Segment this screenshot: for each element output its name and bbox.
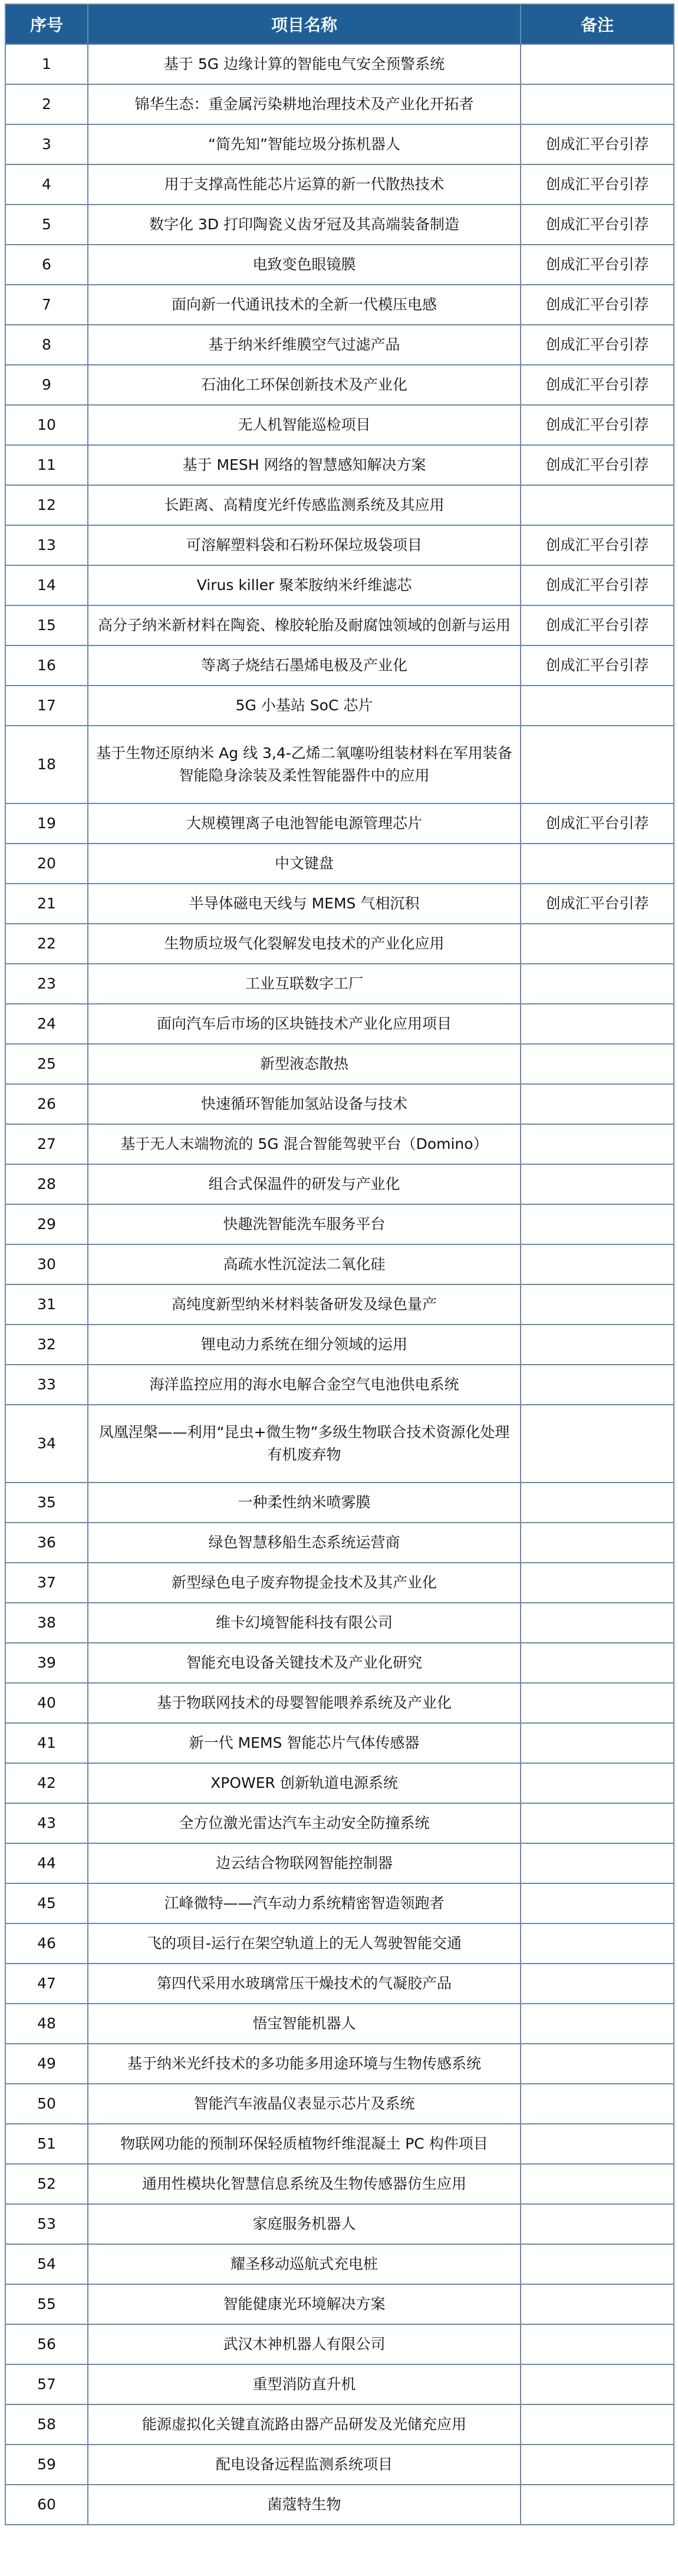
row-number: 29	[5, 1204, 88, 1244]
row-note	[521, 2164, 674, 2204]
project-name: 中文键盘	[88, 844, 521, 884]
project-name: 锦华生态：重金属污染耕地治理技术及产业化开拓者	[88, 84, 521, 124]
row-number: 43	[5, 1803, 88, 1843]
table-row	[5, 2284, 674, 2324]
project-name: 新一代 MEMS 智能芯片气体传感器	[88, 1723, 521, 1763]
project-name: 基于生物还原纳米 Ag 线 3,4-乙烯二氧噻吩组装材料在军用装备智能隐身涂装及柔性智能器件中的应用	[88, 726, 521, 803]
row-number: 33	[5, 1365, 88, 1405]
row-number: 59	[5, 2445, 88, 2485]
project-name: 家庭服务机器人	[88, 2204, 521, 2244]
row-note: 创成汇平台引荐	[521, 124, 674, 164]
table-row	[5, 2364, 674, 2404]
project-name: 边云结合物联网智能控制器	[88, 1843, 521, 1883]
table-row	[5, 2445, 674, 2485]
table-row	[5, 1124, 674, 1164]
row-note	[521, 1923, 674, 1964]
table-row	[5, 84, 674, 124]
row-note	[521, 1603, 674, 1643]
row-number: 16	[5, 645, 88, 686]
row-number: 19	[5, 803, 88, 844]
row-note	[521, 1843, 674, 1883]
project-name: 基于纳米光纤技术的多功能多用途环境与生物传感系统	[88, 2044, 521, 2084]
project-name: Virus killer 聚苯胺纳米纤维滤芯	[88, 565, 521, 605]
row-note	[521, 1883, 674, 1923]
table-row	[5, 405, 674, 445]
table-row	[5, 2324, 674, 2364]
table-row	[5, 44, 674, 84]
project-name: 基于 MESH 网络的智慧感知解决方案	[88, 445, 521, 485]
project-name: 基于无人末端物流的 5G 混合智能驾驶平台（Domino）	[88, 1124, 521, 1164]
row-number: 56	[5, 2324, 88, 2364]
project-name: 第四代采用水玻璃常压干燥技术的气凝胶产品	[88, 1964, 521, 2004]
row-note	[521, 2485, 674, 2525]
header-num: 序号	[5, 4, 88, 44]
table-row	[5, 1883, 674, 1923]
project-name: 江峰微特——汽车动力系统精密智造领跑者	[88, 1883, 521, 1923]
row-note	[521, 844, 674, 884]
table-row	[5, 1325, 674, 1365]
project-table-container	[5, 4, 673, 2525]
row-number: 50	[5, 2084, 88, 2124]
row-note	[521, 1365, 674, 1405]
project-name: 智能充电设备关键技术及产业化研究	[88, 1643, 521, 1683]
row-note	[521, 1563, 674, 1603]
row-number: 36	[5, 1523, 88, 1563]
table-row	[5, 924, 674, 964]
table-row	[5, 164, 674, 205]
project-name: 配电设备远程监测系统项目	[88, 2445, 521, 2485]
row-note: 创成汇平台引荐	[521, 365, 674, 405]
table-row	[5, 565, 674, 605]
table-row	[5, 1763, 674, 1803]
table-row	[5, 1483, 674, 1523]
row-number: 11	[5, 445, 88, 485]
row-note	[521, 2204, 674, 2244]
row-note	[521, 2445, 674, 2485]
row-number: 23	[5, 964, 88, 1004]
table-row	[5, 2244, 674, 2284]
row-note	[521, 1004, 674, 1044]
project-name: 用于支撑高性能芯片运算的新一代散热技术	[88, 164, 521, 205]
project-name: 面向新一代通讯技术的全新一代模压电感	[88, 285, 521, 325]
header-name: 项目名称	[88, 4, 521, 44]
row-note	[521, 1483, 674, 1523]
row-note	[521, 964, 674, 1004]
row-note	[521, 44, 674, 84]
project-name: 全方位激光雷达汽车主动安全防撞系统	[88, 1803, 521, 1843]
row-number: 5	[5, 205, 88, 245]
row-number: 35	[5, 1483, 88, 1523]
project-name: 基于纳米纤维膜空气过滤产品	[88, 325, 521, 365]
table-row	[5, 124, 674, 164]
table-row	[5, 1004, 674, 1044]
row-number: 41	[5, 1723, 88, 1763]
project-name: 快趣洗智能洗车服务平台	[88, 1204, 521, 1244]
table-row	[5, 1603, 674, 1643]
row-note: 创成汇平台引荐	[521, 884, 674, 924]
row-number: 3	[5, 124, 88, 164]
row-note	[521, 1523, 674, 1563]
row-number: 38	[5, 1603, 88, 1643]
table-row	[5, 325, 674, 365]
row-note	[521, 686, 674, 726]
project-name: 电致变色眼镜膜	[88, 245, 521, 285]
row-number: 54	[5, 2244, 88, 2284]
table-row	[5, 1563, 674, 1603]
project-name: 海洋监控应用的海水电解合金空气电池供电系统	[88, 1365, 521, 1405]
project-name: 等离子烧结石墨烯电极及产业化	[88, 645, 521, 686]
row-note	[521, 485, 674, 525]
row-number: 48	[5, 2004, 88, 2044]
project-name: XPOWER 创新轨道电源系统	[88, 1763, 521, 1803]
row-number: 32	[5, 1325, 88, 1365]
row-number: 18	[5, 726, 88, 803]
project-name: 菌蔻特生物	[88, 2485, 521, 2525]
table-row	[5, 1923, 674, 1964]
table-row	[5, 1164, 674, 1204]
row-number: 27	[5, 1124, 88, 1164]
project-name: 5G 小基站 SoC 芯片	[88, 686, 521, 726]
project-name: 武汉木神机器人有限公司	[88, 2324, 521, 2364]
table-row	[5, 1204, 674, 1244]
table-row	[5, 1643, 674, 1683]
row-note	[521, 726, 674, 803]
row-note	[521, 1325, 674, 1365]
table-row	[5, 645, 674, 686]
row-number: 7	[5, 285, 88, 325]
table-row	[5, 2404, 674, 2445]
row-note: 创成汇平台引荐	[521, 605, 674, 645]
row-note	[521, 84, 674, 124]
row-note: 创成汇平台引荐	[521, 164, 674, 205]
row-number: 49	[5, 2044, 88, 2084]
table-row	[5, 803, 674, 844]
table-row	[5, 2204, 674, 2244]
project-name: 物联网功能的预制环保轻质植物纤维混凝土 PC 构件项目	[88, 2124, 521, 2164]
row-note	[521, 1683, 674, 1723]
row-note	[521, 1124, 674, 1164]
row-note: 创成汇平台引荐	[521, 565, 674, 605]
row-number: 39	[5, 1643, 88, 1683]
project-name: 半导体磁电天线与 MEMS 气相沉积	[88, 884, 521, 924]
project-name: 长距离、高精度光纤传感监测系统及其应用	[88, 485, 521, 525]
table-row	[5, 2084, 674, 2124]
table-row	[5, 2004, 674, 2044]
project-name: 新型液态散热	[88, 1044, 521, 1084]
project-name: 维卡幻境智能科技有限公司	[88, 1603, 521, 1643]
row-number: 34	[5, 1405, 88, 1483]
project-name: 凤凰涅槃——利用“昆虫+微生物”多级生物联合技术资源化处理有机废弃物	[88, 1405, 521, 1483]
project-name: 高分子纳米新材料在陶瓷、橡胶轮胎及耐腐蚀领域的创新与运用	[88, 605, 521, 645]
row-number: 10	[5, 405, 88, 445]
project-name: 高纯度新型纳米材料装备研发及绿色量产	[88, 1284, 521, 1325]
row-number: 9	[5, 365, 88, 405]
row-number: 53	[5, 2204, 88, 2244]
project-table	[5, 4, 674, 2525]
row-number: 1	[5, 44, 88, 84]
table-row	[5, 485, 674, 525]
row-note	[521, 1044, 674, 1084]
table-row	[5, 1244, 674, 1284]
table-header-row	[5, 4, 674, 44]
row-note	[521, 1084, 674, 1124]
row-number: 46	[5, 1923, 88, 1964]
row-number: 12	[5, 485, 88, 525]
table-row	[5, 525, 674, 565]
table-row	[5, 1843, 674, 1883]
table-row	[5, 445, 674, 485]
table-row	[5, 1964, 674, 2004]
table-row	[5, 1284, 674, 1325]
row-number: 21	[5, 884, 88, 924]
row-note	[521, 2124, 674, 2164]
project-name: 一种柔性纳米喷雾膜	[88, 1483, 521, 1523]
table-row	[5, 605, 674, 645]
row-note: 创成汇平台引荐	[521, 205, 674, 245]
project-name: 新型绿色电子废弃物提金技术及其产业化	[88, 1563, 521, 1603]
table-row	[5, 1084, 674, 1124]
row-note	[521, 1244, 674, 1284]
project-name: 通用性模块化智慧信息系统及生物传感器仿生应用	[88, 2164, 521, 2204]
table-body	[5, 44, 674, 2525]
table-row	[5, 2485, 674, 2525]
row-number: 45	[5, 1883, 88, 1923]
project-name: 数字化 3D 打印陶瓷义齿牙冠及其高端装备制造	[88, 205, 521, 245]
project-name: 能源虚拟化关键直流路由器产品研发及光储充应用	[88, 2404, 521, 2445]
row-number: 57	[5, 2364, 88, 2404]
row-number: 31	[5, 1284, 88, 1325]
project-name: 基于物联网技术的母婴智能喂养系统及产业化	[88, 1683, 521, 1723]
row-number: 22	[5, 924, 88, 964]
row-number: 20	[5, 844, 88, 884]
row-note	[521, 2284, 674, 2324]
project-name: 可溶解塑料袋和石粉环保垃圾袋项目	[88, 525, 521, 565]
project-name: “简先知”智能垃圾分拣机器人	[88, 124, 521, 164]
table-row	[5, 205, 674, 245]
row-note	[521, 2324, 674, 2364]
project-name: 飞的项目-运行在架空轨道上的无人驾驶智能交通	[88, 1923, 521, 1964]
row-note	[521, 1204, 674, 1244]
row-number: 47	[5, 1964, 88, 2004]
table-row	[5, 1405, 674, 1483]
table-row	[5, 1365, 674, 1405]
row-note	[521, 2404, 674, 2445]
row-number: 52	[5, 2164, 88, 2204]
project-name: 耀圣移动巡航式充电桩	[88, 2244, 521, 2284]
row-number: 2	[5, 84, 88, 124]
project-name: 智能汽车液晶仪表显示芯片及系统	[88, 2084, 521, 2124]
table-row	[5, 1803, 674, 1843]
project-name: 组合式保温件的研发与产业化	[88, 1164, 521, 1204]
row-number: 13	[5, 525, 88, 565]
row-note: 创成汇平台引荐	[521, 525, 674, 565]
project-name: 生物质垃圾气化裂解发电技术的产业化应用	[88, 924, 521, 964]
project-name: 快速循环智能加氢站设备与技术	[88, 1084, 521, 1124]
table-row	[5, 726, 674, 803]
row-note: 创成汇平台引荐	[521, 245, 674, 285]
row-number: 4	[5, 164, 88, 205]
project-name: 高疏水性沉淀法二氧化硅	[88, 1244, 521, 1284]
row-number: 14	[5, 565, 88, 605]
row-number: 17	[5, 686, 88, 726]
row-number: 24	[5, 1004, 88, 1044]
project-name: 基于 5G 边缘计算的智能电气安全预警系统	[88, 44, 521, 84]
row-number: 40	[5, 1683, 88, 1723]
row-note	[521, 2004, 674, 2044]
row-number: 42	[5, 1763, 88, 1803]
row-note	[521, 1405, 674, 1483]
table-row	[5, 844, 674, 884]
row-number: 55	[5, 2284, 88, 2324]
row-note	[521, 2244, 674, 2284]
row-note	[521, 1763, 674, 1803]
row-number: 8	[5, 325, 88, 365]
row-note: 创成汇平台引荐	[521, 645, 674, 686]
row-note	[521, 1643, 674, 1683]
row-number: 25	[5, 1044, 88, 1084]
table-row	[5, 2044, 674, 2084]
project-name: 工业互联数字工厂	[88, 964, 521, 1004]
row-number: 37	[5, 1563, 88, 1603]
project-name: 绿色智慧移船生态系统运营商	[88, 1523, 521, 1563]
table-row	[5, 884, 674, 924]
table-row	[5, 2164, 674, 2204]
table-row	[5, 2124, 674, 2164]
project-name: 面向汽车后市场的区块链技术产业化应用项目	[88, 1004, 521, 1044]
table-row	[5, 1683, 674, 1723]
row-note	[521, 1723, 674, 1763]
row-number: 44	[5, 1843, 88, 1883]
row-number: 15	[5, 605, 88, 645]
project-name: 石油化工环保创新技术及产业化	[88, 365, 521, 405]
row-note	[521, 2084, 674, 2124]
project-name: 无人机智能巡检项目	[88, 405, 521, 445]
row-note: 创成汇平台引荐	[521, 405, 674, 445]
row-number: 6	[5, 245, 88, 285]
project-name: 锂电动力系统在细分领域的运用	[88, 1325, 521, 1365]
row-note	[521, 1964, 674, 2004]
header-note: 备注	[521, 4, 674, 44]
project-name: 智能健康光环境解决方案	[88, 2284, 521, 2324]
row-note: 创成汇平台引荐	[521, 803, 674, 844]
row-note: 创成汇平台引荐	[521, 285, 674, 325]
table-row	[5, 964, 674, 1004]
row-number: 60	[5, 2485, 88, 2525]
row-number: 30	[5, 1244, 88, 1284]
table-row	[5, 365, 674, 405]
row-note	[521, 2364, 674, 2404]
row-number: 51	[5, 2124, 88, 2164]
project-name: 大规模锂离子电池智能电源管理芯片	[88, 803, 521, 844]
row-number: 58	[5, 2404, 88, 2445]
row-note	[521, 1803, 674, 1843]
row-note	[521, 924, 674, 964]
table-row	[5, 1523, 674, 1563]
project-name: 悟宝智能机器人	[88, 2004, 521, 2044]
row-note	[521, 1284, 674, 1325]
table-row	[5, 1044, 674, 1084]
row-note	[521, 2044, 674, 2084]
row-note	[521, 1164, 674, 1204]
project-name: 重型消防直升机	[88, 2364, 521, 2404]
row-number: 26	[5, 1084, 88, 1124]
row-note: 创成汇平台引荐	[521, 445, 674, 485]
table-row	[5, 1723, 674, 1763]
row-note: 创成汇平台引荐	[521, 325, 674, 365]
table-row	[5, 285, 674, 325]
table-row	[5, 686, 674, 726]
row-number: 28	[5, 1164, 88, 1204]
table-row	[5, 245, 674, 285]
